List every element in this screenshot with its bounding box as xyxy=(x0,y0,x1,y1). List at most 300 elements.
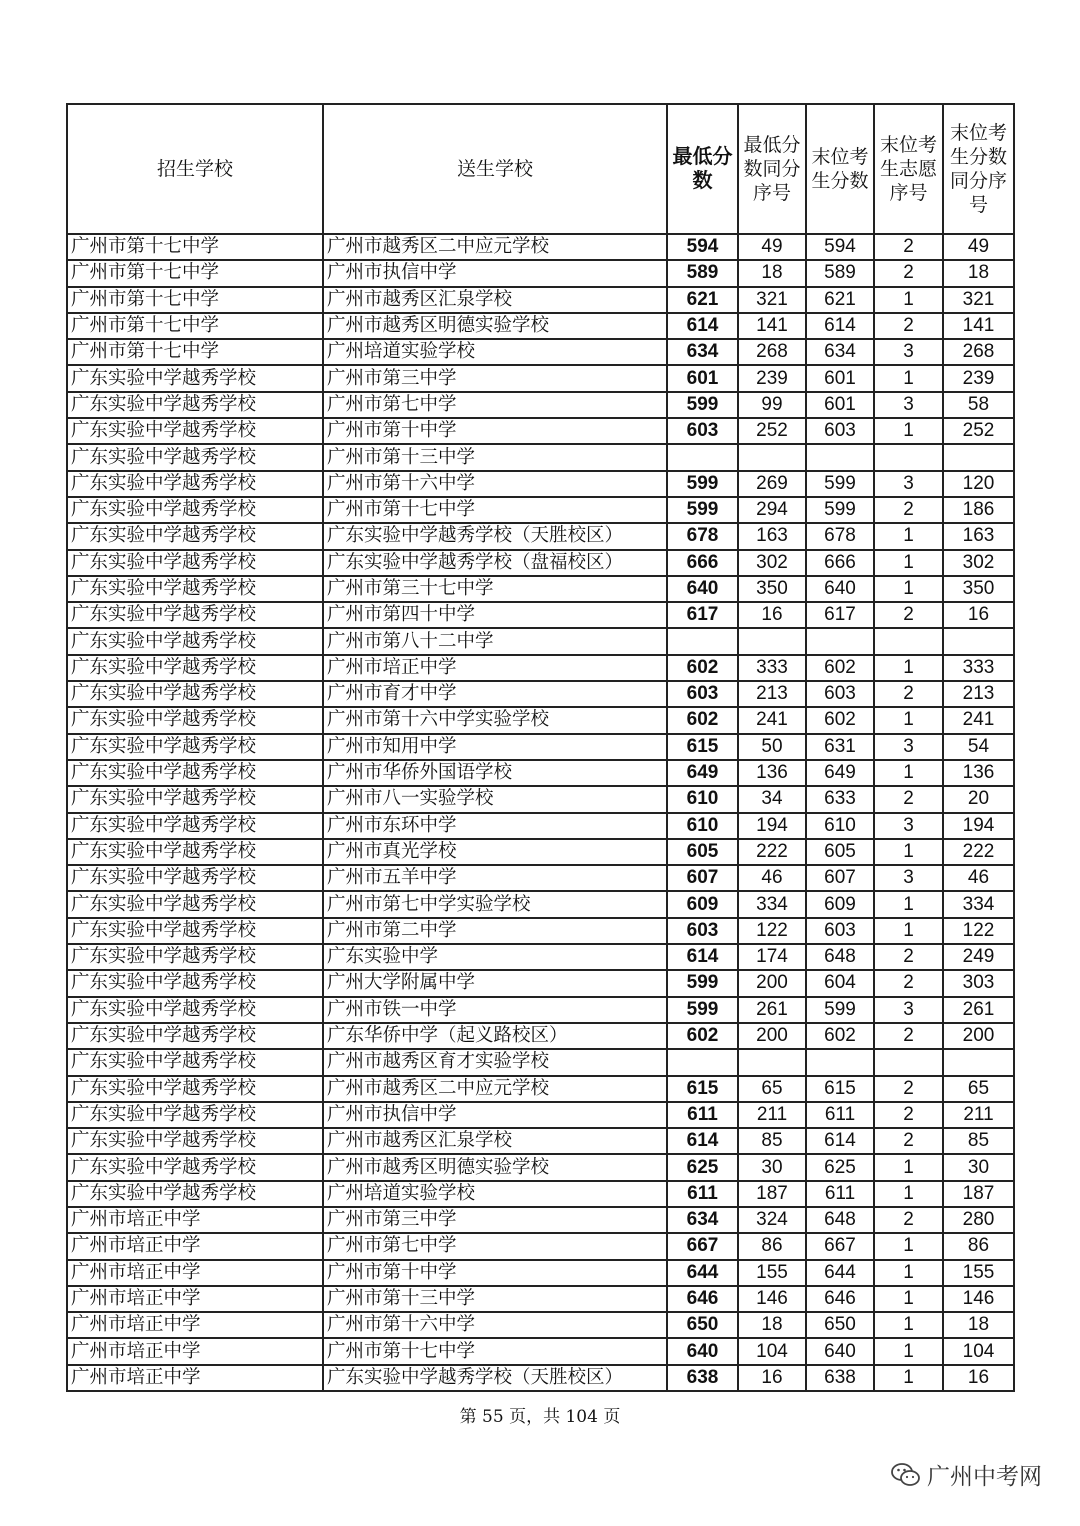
cell-last-score: 650 xyxy=(806,1312,874,1338)
cell-min-score-rank: 18 xyxy=(738,260,806,286)
cell-sending-school: 广州市第十六中学 xyxy=(323,1312,667,1338)
table-header-row xyxy=(67,104,1014,234)
cell-min-score-rank: 213 xyxy=(738,681,806,707)
cell-last-choice: 3 xyxy=(874,339,943,365)
cell-last-choice: 2 xyxy=(874,497,943,523)
cell-admitting-school: 广州市第十七中学 xyxy=(67,313,323,339)
table-row xyxy=(67,891,1014,917)
cell-sending-school: 广州市第七中学实验学校 xyxy=(323,891,667,917)
cell-min-score-rank: 211 xyxy=(738,1102,806,1128)
cell-last-choice: 2 xyxy=(874,313,943,339)
cell-last-score-rank xyxy=(943,1049,1014,1075)
cell-min-score: 610 xyxy=(667,786,738,812)
cell-admitting-school: 广州市培正中学 xyxy=(67,1365,323,1391)
cell-last-choice: 3 xyxy=(874,865,943,891)
table-row xyxy=(67,813,1014,839)
cell-min-score xyxy=(667,1049,738,1075)
cell-last-score-rank: 333 xyxy=(943,655,1014,681)
table-row xyxy=(67,760,1014,786)
cell-min-score: 599 xyxy=(667,497,738,523)
cell-last-score-rank: 261 xyxy=(943,997,1014,1023)
cell-admitting-school: 广州市第十七中学 xyxy=(67,260,323,286)
cell-last-choice: 3 xyxy=(874,471,943,497)
table-row xyxy=(67,444,1014,470)
cell-min-score-rank: 268 xyxy=(738,339,806,365)
table-row xyxy=(67,1260,1014,1286)
cell-last-score: 601 xyxy=(806,365,874,391)
cell-last-score-rank: 85 xyxy=(943,1128,1014,1154)
cell-min-score-rank: 222 xyxy=(738,839,806,865)
cell-min-score-rank: 16 xyxy=(738,1365,806,1391)
cell-min-score-rank: 85 xyxy=(738,1128,806,1154)
table-row xyxy=(67,997,1014,1023)
cell-sending-school: 广州大学附属中学 xyxy=(323,970,667,996)
cell-last-choice: 1 xyxy=(874,655,943,681)
cell-admitting-school: 广东实验中学越秀学校 xyxy=(67,602,323,628)
cell-last-choice: 2 xyxy=(874,1076,943,1102)
cell-sending-school: 广州市华侨外国语学校 xyxy=(323,760,667,786)
cell-admitting-school: 广东实验中学越秀学校 xyxy=(67,970,323,996)
cell-min-score: 599 xyxy=(667,970,738,996)
cell-admitting-school: 广东实验中学越秀学校 xyxy=(67,550,323,576)
cell-last-score: 646 xyxy=(806,1286,874,1312)
cell-admitting-school: 广州市培正中学 xyxy=(67,1338,323,1364)
cell-sending-school: 广州市第三十七中学 xyxy=(323,576,667,602)
cell-min-score: 599 xyxy=(667,471,738,497)
cell-last-score: 594 xyxy=(806,234,874,260)
cell-sending-school: 广州市第十七中学 xyxy=(323,1338,667,1364)
cell-admitting-school: 广东实验中学越秀学校 xyxy=(67,734,323,760)
cell-last-score: 633 xyxy=(806,786,874,812)
cell-min-score-rank: 200 xyxy=(738,1023,806,1049)
cell-min-score-rank: 324 xyxy=(738,1207,806,1233)
table-row xyxy=(67,1312,1014,1338)
cell-sending-school: 广州市第三中学 xyxy=(323,1207,667,1233)
cell-last-score: 603 xyxy=(806,918,874,944)
cell-admitting-school: 广东实验中学越秀学校 xyxy=(67,813,323,839)
cell-last-score: 611 xyxy=(806,1181,874,1207)
cell-min-score: 634 xyxy=(667,1207,738,1233)
cell-last-choice xyxy=(874,1049,943,1075)
cell-admitting-school: 广东实验中学越秀学校 xyxy=(67,418,323,444)
cell-min-score-rank: 239 xyxy=(738,365,806,391)
table-row xyxy=(67,1128,1014,1154)
cell-last-choice: 1 xyxy=(874,418,943,444)
cell-last-choice: 3 xyxy=(874,734,943,760)
cell-admitting-school: 广东实验中学越秀学校 xyxy=(67,1102,323,1128)
cell-last-score-rank: 46 xyxy=(943,865,1014,891)
cell-admitting-school: 广州市培正中学 xyxy=(67,1233,323,1259)
table-row xyxy=(67,418,1014,444)
cell-last-score-rank: 252 xyxy=(943,418,1014,444)
cell-last-choice: 1 xyxy=(874,365,943,391)
cell-admitting-school: 广东实验中学越秀学校 xyxy=(67,1154,323,1180)
table-row xyxy=(67,1181,1014,1207)
cell-last-score xyxy=(806,628,874,654)
table-row xyxy=(67,550,1014,576)
cell-min-score-rank xyxy=(738,628,806,654)
cell-last-choice: 1 xyxy=(874,839,943,865)
cell-min-score: 646 xyxy=(667,1286,738,1312)
cell-admitting-school: 广东实验中学越秀学校 xyxy=(67,891,323,917)
cell-min-score-rank: 146 xyxy=(738,1286,806,1312)
table-row xyxy=(67,1154,1014,1180)
table-row xyxy=(67,1286,1014,1312)
cell-last-score-rank: 239 xyxy=(943,365,1014,391)
cell-sending-school: 广州市第十三中学 xyxy=(323,444,667,470)
cell-sending-school: 广州市第八十二中学 xyxy=(323,628,667,654)
cell-sending-school: 广东实验中学越秀学校（天胜校区） xyxy=(323,1365,667,1391)
cell-min-score: 599 xyxy=(667,392,738,418)
cell-min-score: 625 xyxy=(667,1154,738,1180)
cell-last-score-rank: 334 xyxy=(943,891,1014,917)
cell-min-score-rank: 155 xyxy=(738,1260,806,1286)
cell-last-choice: 1 xyxy=(874,1233,943,1259)
cell-min-score-rank: 294 xyxy=(738,497,806,523)
cell-min-score-rank: 350 xyxy=(738,576,806,602)
table-row xyxy=(67,287,1014,313)
cell-min-score: 602 xyxy=(667,1023,738,1049)
cell-min-score xyxy=(667,628,738,654)
watermark xyxy=(891,1458,1042,1491)
cell-min-score-rank: 18 xyxy=(738,1312,806,1338)
cell-last-choice: 2 xyxy=(874,260,943,286)
cell-last-score: 589 xyxy=(806,260,874,286)
cell-last-score: 607 xyxy=(806,865,874,891)
wechat-icon xyxy=(891,1462,921,1488)
cell-admitting-school: 广东实验中学越秀学校 xyxy=(67,918,323,944)
table-row xyxy=(67,1338,1014,1364)
cell-last-choice: 2 xyxy=(874,234,943,260)
cell-admitting-school: 广州市培正中学 xyxy=(67,1207,323,1233)
cell-last-score-rank: 20 xyxy=(943,786,1014,812)
cell-last-choice: 3 xyxy=(874,392,943,418)
cell-admitting-school: 广州市第十七中学 xyxy=(67,234,323,260)
cell-last-choice: 1 xyxy=(874,550,943,576)
cell-last-choice: 3 xyxy=(874,997,943,1023)
cell-last-score-rank: 194 xyxy=(943,813,1014,839)
cell-min-score-rank: 269 xyxy=(738,471,806,497)
cell-admitting-school: 广东实验中学越秀学校 xyxy=(67,865,323,891)
cell-min-score xyxy=(667,444,738,470)
cell-last-score xyxy=(806,1049,874,1075)
cell-last-score-rank: 136 xyxy=(943,760,1014,786)
cell-admitting-school: 广东实验中学越秀学校 xyxy=(67,707,323,733)
table-row xyxy=(67,1207,1014,1233)
cell-last-score: 603 xyxy=(806,418,874,444)
header-min-score-rank: 最低分数同分序号 xyxy=(738,104,806,234)
cell-min-score: 640 xyxy=(667,1338,738,1364)
cell-min-score: 609 xyxy=(667,891,738,917)
table-row xyxy=(67,471,1014,497)
cell-last-choice: 1 xyxy=(874,1365,943,1391)
table-row xyxy=(67,339,1014,365)
cell-admitting-school: 广州市培正中学 xyxy=(67,1312,323,1338)
cell-last-score-rank: 268 xyxy=(943,339,1014,365)
cell-min-score-rank: 302 xyxy=(738,550,806,576)
cell-last-score-rank: 321 xyxy=(943,287,1014,313)
header-min-score: 最低分数 xyxy=(667,104,738,234)
cell-last-choice: 2 xyxy=(874,1207,943,1233)
cell-min-score: 666 xyxy=(667,550,738,576)
cell-last-score-rank: 163 xyxy=(943,523,1014,549)
cell-last-score: 611 xyxy=(806,1102,874,1128)
cell-last-score-rank xyxy=(943,444,1014,470)
cell-min-score: 611 xyxy=(667,1102,738,1128)
cell-min-score: 617 xyxy=(667,602,738,628)
cell-min-score: 640 xyxy=(667,576,738,602)
cell-min-score-rank: 65 xyxy=(738,1076,806,1102)
cell-last-score: 678 xyxy=(806,523,874,549)
page-footer: 第 55 页，共 104 页 xyxy=(459,1407,621,1427)
cell-last-score-rank: 146 xyxy=(943,1286,1014,1312)
cell-min-score: 602 xyxy=(667,655,738,681)
cell-last-score-rank: 49 xyxy=(943,234,1014,260)
cell-sending-school: 广州市越秀区汇泉学校 xyxy=(323,1128,667,1154)
cell-last-score-rank: 187 xyxy=(943,1181,1014,1207)
cell-last-score-rank: 54 xyxy=(943,734,1014,760)
cell-last-choice: 1 xyxy=(874,1181,943,1207)
table-row xyxy=(67,970,1014,996)
cell-last-score-rank: 350 xyxy=(943,576,1014,602)
table-row xyxy=(67,707,1014,733)
table-row xyxy=(67,655,1014,681)
cell-last-score xyxy=(806,444,874,470)
table-row xyxy=(67,1102,1014,1128)
cell-sending-school: 广州市第十三中学 xyxy=(323,1286,667,1312)
table-row xyxy=(67,523,1014,549)
cell-last-score: 638 xyxy=(806,1365,874,1391)
cell-sending-school: 广州培道实验学校 xyxy=(323,1181,667,1207)
cell-sending-school: 广州市五羊中学 xyxy=(323,865,667,891)
cell-last-choice: 1 xyxy=(874,1260,943,1286)
cell-admitting-school: 广东实验中学越秀学校 xyxy=(67,523,323,549)
cell-min-score-rank xyxy=(738,1049,806,1075)
cell-last-score-rank: 141 xyxy=(943,313,1014,339)
cell-last-choice: 2 xyxy=(874,970,943,996)
cell-last-choice: 1 xyxy=(874,891,943,917)
table-row xyxy=(67,734,1014,760)
cell-admitting-school: 广东实验中学越秀学校 xyxy=(67,365,323,391)
cell-last-score-rank: 30 xyxy=(943,1154,1014,1180)
cell-last-score-rank: 222 xyxy=(943,839,1014,865)
cell-last-choice: 1 xyxy=(874,1154,943,1180)
table-row xyxy=(67,313,1014,339)
cell-min-score: 599 xyxy=(667,997,738,1023)
cell-last-score: 614 xyxy=(806,313,874,339)
cell-admitting-school: 广东实验中学越秀学校 xyxy=(67,628,323,654)
cell-admitting-school: 广东实验中学越秀学校 xyxy=(67,1023,323,1049)
cell-sending-school: 广州市第二中学 xyxy=(323,918,667,944)
table-row xyxy=(67,576,1014,602)
cell-admitting-school: 广东实验中学越秀学校 xyxy=(67,444,323,470)
cell-sending-school: 广州市越秀区汇泉学校 xyxy=(323,287,667,313)
cell-min-score-rank: 34 xyxy=(738,786,806,812)
cell-last-score-rank: 186 xyxy=(943,497,1014,523)
cell-last-choice: 1 xyxy=(874,918,943,944)
cell-last-score: 602 xyxy=(806,1023,874,1049)
cell-admitting-school: 广东实验中学越秀学校 xyxy=(67,576,323,602)
cell-sending-school: 广州市知用中学 xyxy=(323,734,667,760)
cell-min-score-rank: 99 xyxy=(738,392,806,418)
cell-admitting-school: 广东实验中学越秀学校 xyxy=(67,1049,323,1075)
cell-min-score-rank: 104 xyxy=(738,1338,806,1364)
cell-sending-school: 广州市第四十中学 xyxy=(323,602,667,628)
cell-last-score-rank: 200 xyxy=(943,1023,1014,1049)
cell-last-score: 648 xyxy=(806,944,874,970)
cell-sending-school: 广州市第十中学 xyxy=(323,418,667,444)
table-row xyxy=(67,865,1014,891)
table-row xyxy=(67,628,1014,654)
cell-min-score: 602 xyxy=(667,707,738,733)
cell-min-score: 611 xyxy=(667,1181,738,1207)
cell-min-score-rank: 50 xyxy=(738,734,806,760)
cell-admitting-school: 广东实验中学越秀学校 xyxy=(67,1181,323,1207)
cell-admitting-school: 广东实验中学越秀学校 xyxy=(67,681,323,707)
cell-min-score-rank: 334 xyxy=(738,891,806,917)
cell-admitting-school: 广东实验中学越秀学校 xyxy=(67,392,323,418)
cell-min-score: 589 xyxy=(667,260,738,286)
cell-last-score: 649 xyxy=(806,760,874,786)
cell-last-score: 631 xyxy=(806,734,874,760)
cell-last-score: 621 xyxy=(806,287,874,313)
cell-last-choice: 1 xyxy=(874,287,943,313)
cell-sending-school: 广州市第十六中学 xyxy=(323,471,667,497)
table-row xyxy=(67,1049,1014,1075)
header-last-score-rank: 末位考生分数同分序号 xyxy=(943,104,1014,234)
cell-sending-school: 广东实验中学越秀学校（天胜校区） xyxy=(323,523,667,549)
cell-admitting-school: 广州市第十七中学 xyxy=(67,339,323,365)
cell-last-score-rank: 18 xyxy=(943,1312,1014,1338)
cell-sending-school: 广州市执信中学 xyxy=(323,260,667,286)
cell-last-choice: 1 xyxy=(874,1312,943,1338)
cell-sending-school: 广州市第十七中学 xyxy=(323,497,667,523)
cell-min-score: 603 xyxy=(667,418,738,444)
cell-last-choice: 2 xyxy=(874,1023,943,1049)
cell-sending-school: 广州市越秀区育才实验学校 xyxy=(323,1049,667,1075)
cell-sending-school: 广东实验中学越秀学校（盘福校区） xyxy=(323,550,667,576)
cell-last-score-rank: 122 xyxy=(943,918,1014,944)
cell-last-score: 615 xyxy=(806,1076,874,1102)
cell-last-score-rank: 18 xyxy=(943,260,1014,286)
cell-admitting-school: 广东实验中学越秀学校 xyxy=(67,944,323,970)
cell-last-score-rank: 280 xyxy=(943,1207,1014,1233)
cell-last-choice: 2 xyxy=(874,602,943,628)
table-row xyxy=(67,786,1014,812)
cell-min-score-rank: 241 xyxy=(738,707,806,733)
cell-last-score-rank: 249 xyxy=(943,944,1014,970)
cell-last-choice: 2 xyxy=(874,681,943,707)
cell-last-score-rank: 241 xyxy=(943,707,1014,733)
cell-admitting-school: 广州市培正中学 xyxy=(67,1260,323,1286)
cell-last-score-rank: 155 xyxy=(943,1260,1014,1286)
cell-min-score-rank: 86 xyxy=(738,1233,806,1259)
cell-last-choice: 1 xyxy=(874,1338,943,1364)
cell-min-score: 667 xyxy=(667,1233,738,1259)
cell-last-score-rank: 86 xyxy=(943,1233,1014,1259)
table-row xyxy=(67,1023,1014,1049)
cell-last-score: 648 xyxy=(806,1207,874,1233)
cell-sending-school: 广州市越秀区二中应元学校 xyxy=(323,1076,667,1102)
cell-sending-school: 广州市第七中学 xyxy=(323,392,667,418)
cell-last-score-rank: 104 xyxy=(943,1338,1014,1364)
cell-admitting-school: 广州市培正中学 xyxy=(67,1286,323,1312)
cell-last-score: 599 xyxy=(806,497,874,523)
cell-sending-school: 广州市东环中学 xyxy=(323,813,667,839)
cell-min-score-rank: 49 xyxy=(738,234,806,260)
cell-admitting-school: 广东实验中学越秀学校 xyxy=(67,471,323,497)
header-sending-school: 送生学校 xyxy=(323,104,667,234)
cell-admitting-school: 广东实验中学越秀学校 xyxy=(67,839,323,865)
cell-admitting-school: 广东实验中学越秀学校 xyxy=(67,655,323,681)
cell-last-score: 625 xyxy=(806,1154,874,1180)
cell-admitting-school: 广州市第十七中学 xyxy=(67,287,323,313)
cell-last-score-rank: 16 xyxy=(943,602,1014,628)
cell-min-score-rank: 321 xyxy=(738,287,806,313)
table-row xyxy=(67,1233,1014,1259)
table-row xyxy=(67,839,1014,865)
cell-last-score-rank: 302 xyxy=(943,550,1014,576)
cell-admitting-school: 广东实验中学越秀学校 xyxy=(67,497,323,523)
cell-min-score-rank: 122 xyxy=(738,918,806,944)
cell-min-score: 638 xyxy=(667,1365,738,1391)
cell-sending-school: 广东实验中学 xyxy=(323,944,667,970)
cell-min-score: 614 xyxy=(667,313,738,339)
cell-last-score: 602 xyxy=(806,655,874,681)
cell-last-score: 617 xyxy=(806,602,874,628)
cell-sending-school: 广州培道实验学校 xyxy=(323,339,667,365)
table-body xyxy=(67,234,1014,1391)
cell-last-choice: 1 xyxy=(874,760,943,786)
cell-min-score: 644 xyxy=(667,1260,738,1286)
cell-last-score-rank: 120 xyxy=(943,471,1014,497)
cell-min-score-rank: 16 xyxy=(738,602,806,628)
cell-sending-school: 广州市真光学校 xyxy=(323,839,667,865)
cell-last-choice: 3 xyxy=(874,813,943,839)
cell-min-score: 594 xyxy=(667,234,738,260)
cell-last-score: 602 xyxy=(806,707,874,733)
cell-min-score-rank: 194 xyxy=(738,813,806,839)
cell-sending-school: 广州市越秀区二中应元学校 xyxy=(323,234,667,260)
cell-sending-school: 广州市第三中学 xyxy=(323,365,667,391)
cell-min-score: 610 xyxy=(667,813,738,839)
cell-last-choice: 1 xyxy=(874,523,943,549)
cell-last-score: 614 xyxy=(806,1128,874,1154)
cell-min-score: 614 xyxy=(667,1128,738,1154)
cell-min-score: 601 xyxy=(667,365,738,391)
header-admitting-school: 招生学校 xyxy=(67,104,323,234)
cell-min-score-rank: 333 xyxy=(738,655,806,681)
table-row xyxy=(67,392,1014,418)
cell-sending-school: 广州市八一实验学校 xyxy=(323,786,667,812)
cell-last-score-rank: 213 xyxy=(943,681,1014,707)
table-row xyxy=(67,602,1014,628)
table-row xyxy=(67,365,1014,391)
cell-last-score-rank: 16 xyxy=(943,1365,1014,1391)
cell-admitting-school: 广东实验中学越秀学校 xyxy=(67,760,323,786)
cell-admitting-school: 广东实验中学越秀学校 xyxy=(67,1076,323,1102)
table-row xyxy=(67,1076,1014,1102)
cell-last-score: 640 xyxy=(806,576,874,602)
table-row xyxy=(67,1365,1014,1391)
cell-last-score: 666 xyxy=(806,550,874,576)
cell-last-score: 644 xyxy=(806,1260,874,1286)
cell-min-score-rank: 261 xyxy=(738,997,806,1023)
header-last-score: 末位考生分数 xyxy=(806,104,874,234)
cell-min-score-rank: 174 xyxy=(738,944,806,970)
cell-min-score: 603 xyxy=(667,918,738,944)
cell-min-score: 678 xyxy=(667,523,738,549)
